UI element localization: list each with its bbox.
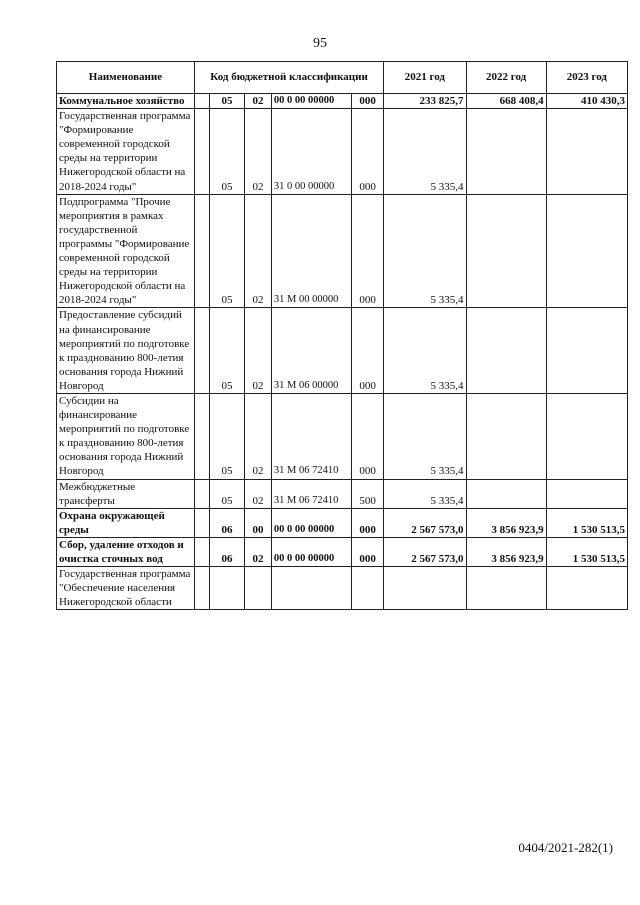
target-article-code: 31 М 06 00000 xyxy=(271,308,351,394)
header-2021: 2021 год xyxy=(384,62,466,94)
amount-2023 xyxy=(546,479,627,508)
amount-2023 xyxy=(546,109,627,195)
table-header-row xyxy=(57,62,628,94)
amount-2021: 5 335,4 xyxy=(384,479,466,508)
section-code: 05 xyxy=(209,479,244,508)
amount-2021 xyxy=(384,567,466,610)
amount-2023 xyxy=(546,393,627,479)
table-row xyxy=(57,194,628,308)
row-name: Предоставление субсидий на финансирование мероприятий по подготовке к празднованию 800-летия основания города Нижний Новгород xyxy=(57,308,195,394)
amount-2023 xyxy=(546,308,627,394)
amount-2022: 3 856 923,9 xyxy=(466,537,546,566)
spacer-cell xyxy=(194,508,209,537)
spacer-cell xyxy=(194,94,209,109)
amount-2023: 410 430,3 xyxy=(546,94,627,109)
header-2023: 2023 год xyxy=(546,62,627,94)
amount-2021: 5 335,4 xyxy=(384,109,466,195)
target-article-code: 00 0 00 00000 xyxy=(271,94,351,109)
table-row xyxy=(57,109,628,195)
amount-2022: 3 856 923,9 xyxy=(466,508,546,537)
table-row xyxy=(57,393,628,479)
row-name: Коммунальное хозяйство xyxy=(57,94,195,109)
expense-type-code xyxy=(352,567,384,610)
target-article-code: 31 М 06 72410 xyxy=(271,393,351,479)
spacer-cell xyxy=(194,479,209,508)
expense-type-code: 000 xyxy=(352,508,384,537)
expense-type-code: 000 xyxy=(352,308,384,394)
subsection-code: 02 xyxy=(245,537,272,566)
amount-2021: 5 335,4 xyxy=(384,194,466,308)
table-row xyxy=(57,567,628,610)
target-article-code: 31 0 00 00000 xyxy=(271,109,351,195)
amount-2022 xyxy=(466,109,546,195)
spacer-cell xyxy=(194,567,209,610)
amount-2023 xyxy=(546,194,627,308)
table-row xyxy=(57,479,628,508)
section-code: 05 xyxy=(209,308,244,394)
section-code: 05 xyxy=(209,393,244,479)
row-name: Государственная программа "Обеспечение населения Нижегородской области xyxy=(57,567,195,610)
subsection-code: 02 xyxy=(245,194,272,308)
amount-2021: 5 335,4 xyxy=(384,308,466,394)
section-code: 06 xyxy=(209,537,244,566)
target-article-code: 31 М 00 00000 xyxy=(271,194,351,308)
amount-2022 xyxy=(466,194,546,308)
spacer-cell xyxy=(194,194,209,308)
section-code: 06 xyxy=(209,508,244,537)
spacer-cell xyxy=(194,308,209,394)
amount-2022 xyxy=(466,393,546,479)
table-row xyxy=(57,94,628,109)
expense-type-code: 000 xyxy=(352,94,384,109)
page-number: 95 xyxy=(313,36,327,51)
subsection-code: 02 xyxy=(245,94,272,109)
spacer-cell xyxy=(194,537,209,566)
spacer-cell xyxy=(194,393,209,479)
row-name: Субсидии на финансирование мероприятий по подготовке к празднованию 800-летия основания города Нижний Новгород xyxy=(57,393,195,479)
target-article-code: 31 М 06 72410 xyxy=(271,479,351,508)
budget-table xyxy=(56,61,628,610)
subsection-code: 02 xyxy=(245,308,272,394)
amount-2021: 5 335,4 xyxy=(384,393,466,479)
section-code: 05 xyxy=(209,94,244,109)
amount-2023: 1 530 513,5 xyxy=(546,537,627,566)
amount-2022: 668 408,4 xyxy=(466,94,546,109)
section-code: 05 xyxy=(209,194,244,308)
section-code xyxy=(209,567,244,610)
expense-type-code: 000 xyxy=(352,109,384,195)
target-article-code: 00 0 00 00000 xyxy=(271,508,351,537)
expense-type-code: 000 xyxy=(352,194,384,308)
header-code: Код бюджетной классификации xyxy=(194,62,383,94)
subsection-code: 02 xyxy=(245,479,272,508)
target-article-code: 00 0 00 00000 xyxy=(271,537,351,566)
subsection-code: 02 xyxy=(245,393,272,479)
amount-2021: 2 567 573,0 xyxy=(384,508,466,537)
amount-2021: 2 567 573,0 xyxy=(384,537,466,566)
amount-2022 xyxy=(466,479,546,508)
amount-2023: 1 530 513,5 xyxy=(546,508,627,537)
row-name: Охрана окружающей среды xyxy=(57,508,195,537)
table-row xyxy=(57,308,628,394)
row-name: Подпрограмма "Прочие мероприятия в рамках государственной программы "Формирование современной городской среды на территории Нижегородской области на 2018-2024 годы" xyxy=(57,194,195,308)
expense-type-code: 000 xyxy=(352,537,384,566)
amount-2023 xyxy=(546,567,627,610)
header-name: Наименование xyxy=(57,62,195,94)
subsection-code: 00 xyxy=(245,508,272,537)
amount-2021: 233 825,7 xyxy=(384,94,466,109)
row-name: Межбюджетные трансферты xyxy=(57,479,195,508)
section-code: 05 xyxy=(209,109,244,195)
target-article-code xyxy=(271,567,351,610)
spacer-cell xyxy=(194,109,209,195)
expense-type-code: 000 xyxy=(352,393,384,479)
row-name: Государственная программа "Формирование современной городской среды на территории Нижегородской области на 2018-2024 годы" xyxy=(57,109,195,195)
amount-2022 xyxy=(466,308,546,394)
expense-type-code: 500 xyxy=(352,479,384,508)
table-row xyxy=(57,508,628,537)
document-id: 0404/2021-282(1) xyxy=(518,840,613,855)
header-2022: 2022 год xyxy=(466,62,546,94)
subsection-code: 02 xyxy=(245,109,272,195)
subsection-code xyxy=(245,567,272,610)
amount-2022 xyxy=(466,567,546,610)
row-name: Сбор, удаление отходов и очистка сточных вод xyxy=(57,537,195,566)
table-row xyxy=(57,537,628,566)
